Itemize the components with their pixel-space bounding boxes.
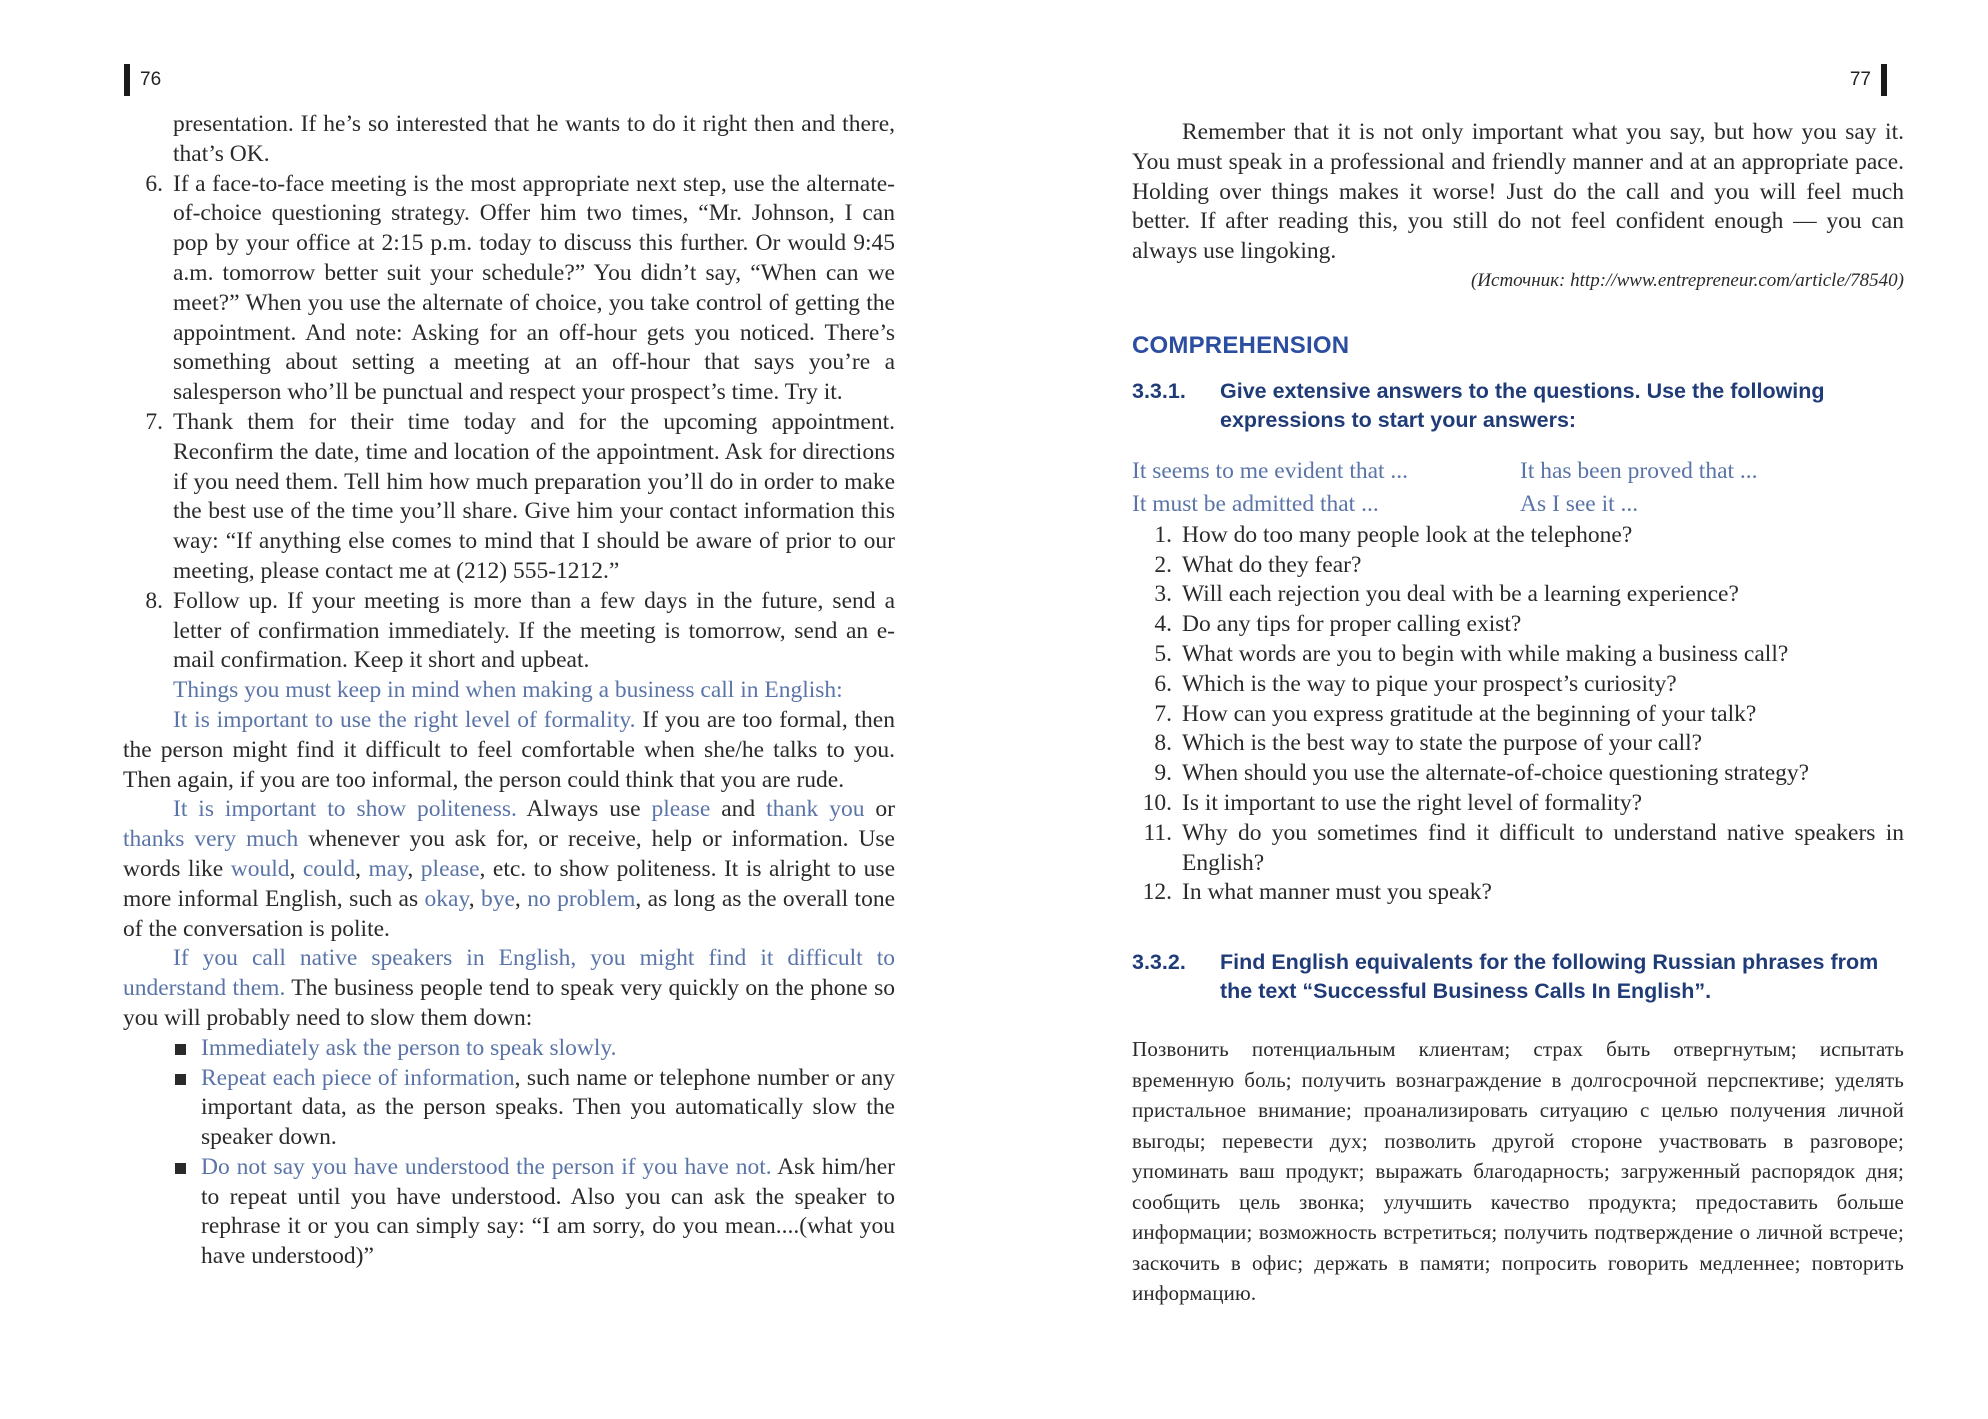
right-text-column <box>1132 118 1904 1309</box>
bullet-item: Repeat each piece of information, such name or telephone number or any important data, as the person speaks. Then you automatically slow the speaker down. <box>173 1064 895 1153</box>
list-item: 7. How can you express gratitude at the beginning of your talk? <box>1154 700 1757 727</box>
list-item: 11. Why do you sometimes find it difficult to understand native speakers in English? <box>1143 819 1904 876</box>
continued-paragraph: presentation. If he’s so interested that he wants to do it right then and there, that’s OK. <box>173 111 895 167</box>
expression: It seems to me evident that ... <box>1132 457 1409 484</box>
native-speakers-paragraph: If you call native speakers in English, you might find it difficult to understand them. The business people tend to speak very quickly on the phone so you will probably need to slow them down: <box>123 945 895 1031</box>
list-item: 3. Will each rejection you deal with be a learning experience? <box>1154 581 1739 608</box>
expression: As I see it ... <box>1520 490 1639 517</box>
bullet-list <box>123 1034 895 1272</box>
list-item: 8. Follow up. If your meeting is more than a few days in the future, send a letter of confirmation immediately. If the meeting is tomorrow, send an e-mail confirmation. Keep it short and upbeat. <box>145 587 895 674</box>
page-marker-bar <box>124 64 130 96</box>
numbered-steps <box>123 170 895 677</box>
source-citation: (Источник: http://www.entrepreneur.com/article/78540) <box>1470 269 1904 291</box>
right-page <box>994 0 1988 1419</box>
list-item: 6. If a face-to-face meeting is the most appropriate next step, use the alternate-of-choice questioning strategy. Offer him two times, “Mr. Johnson, I can pop by your office at 2:15 p.m. today to discuss this further. Or would 9:45 a.m. tomorrow better suit your schedule?” You didn’t say, “When can we meet?” When you use the alternate of choice, you take control of getting the appointment. And note: Asking for an off-hour gets you noticed. There’s something about setting a meeting at an off-hour that says you’re a salesperson who’ll be punctual and respect your prospect’s time. Try it. <box>145 170 895 406</box>
page-marker-bar <box>1881 64 1887 96</box>
list-item: 7. Thank them for their time today and for the upcoming appointment. Reconfirm the date, time and location of the appointment. Ask for directions if you need them. Tell him how much preparation you’ll do in order to make the best use of the time you’ll share. Give him your contact information this way: “If anything else comes to mind that I should be aware of prior to our meeting, please contact me at (212) 555-1212.” <box>145 408 895 584</box>
task-heading: 3.3.1. Give extensive answers to the questions. Use the following expressions to start your answers: <box>1132 378 1825 432</box>
list-item: 5. What words are you to begin with while making a business call? <box>1154 640 1789 667</box>
politeness-paragraph: It is important to show politeness. Always use please and thank you or thanks very much whenever you ask for, or receive, help or information. Use words like would, could, may, please, etc. to show politeness. It is alright to use more informal English, such as okay, bye, no problem, as long as the overall tone of the conversation is polite. <box>123 796 896 942</box>
russian-phrases-paragraph: Позвонить потенциальным клиентам; страх быть отвергнутым; испытать временную боль; получить вознаграждение в долгосрочной перспективе; уделять пристальное внимание; проанализировать ситуацию с целью получения личной выгоды; перевести дух; позволить другой стороне участвовать в разговоре; упоминать ваш продукт; выражать благодарность; загруженный распорядок дня; сообщить цель звонка; улучшить качество продукта; предоставить больше информации; возможность встретиться; получить подтверждение о личной встрече; заскочить в офис; держать в памяти; попросить говорить медленнее; повторить информацию. <box>1132 1037 1904 1306</box>
list-item: 1. How do too many people look at the telephone? <box>1154 521 1633 548</box>
square-bullet-icon <box>175 1163 186 1174</box>
square-bullet-icon <box>175 1074 186 1085</box>
bullet-item: Immediately ask the person to speak slowly. <box>173 1034 895 1064</box>
expression: It has been proved that ... <box>1520 457 1758 484</box>
page-number-left: 76 <box>124 64 161 96</box>
section-heading: COMPREHENSION <box>1132 331 1350 359</box>
expression: It must be admitted that ... <box>1132 490 1379 517</box>
list-item: 12. In what manner must you speak? <box>1142 879 1492 906</box>
list-item: 10. Is it important to use the right level of formality? <box>1142 789 1643 816</box>
expressions-grid <box>1132 455 1904 521</box>
list-item: 4. Do any tips for proper calling exist? <box>1154 611 1522 638</box>
list-item: 8. Which is the best way to state the purpose of your call? <box>1154 730 1703 757</box>
task-heading: 3.3.2. Find English equivalents for the following Russian phrases from the text “Successful Business Calls In English”. <box>1132 950 1879 1004</box>
left-text-column <box>123 110 895 1272</box>
bullet-item: Do not say you have understood the person if you have not. Ask him/her to repeat until you have understood. Also you can ask the speaker to rephrase it or you can simply say: “I am sorry, do you mean....(what you have understood)” <box>173 1153 895 1272</box>
list-item: 9. When should you use the alternate-of-choice questioning strategy? <box>1154 760 1810 787</box>
intro-paragraph: Remember that it is not only important what you say, but how you say it. You must speak in a professional and friendly manner and at an appropriate pace. Holding over things makes it worse! Just do the call and you will feel much better. If after reading this, you still do not feel confident enough — you can always use lingoking. <box>1132 119 1904 265</box>
list-item: 2. What do they fear? <box>1154 551 1362 578</box>
questions-list <box>1132 521 1904 908</box>
formality-paragraph: It is important to use the right level of formality. If you are too formal, then the person might find it difficult to feel comfortable when she/he talks to you. Then again, if you are too informal, the person could think that you are rude. <box>123 706 895 793</box>
things-heading: Things you must keep in mind when making a business call in English: <box>173 677 843 704</box>
page-number-right: 77 <box>1850 64 1887 96</box>
list-item: 6. Which is the way to pique your prospect’s curiosity? <box>1154 670 1677 697</box>
square-bullet-icon <box>175 1044 186 1055</box>
